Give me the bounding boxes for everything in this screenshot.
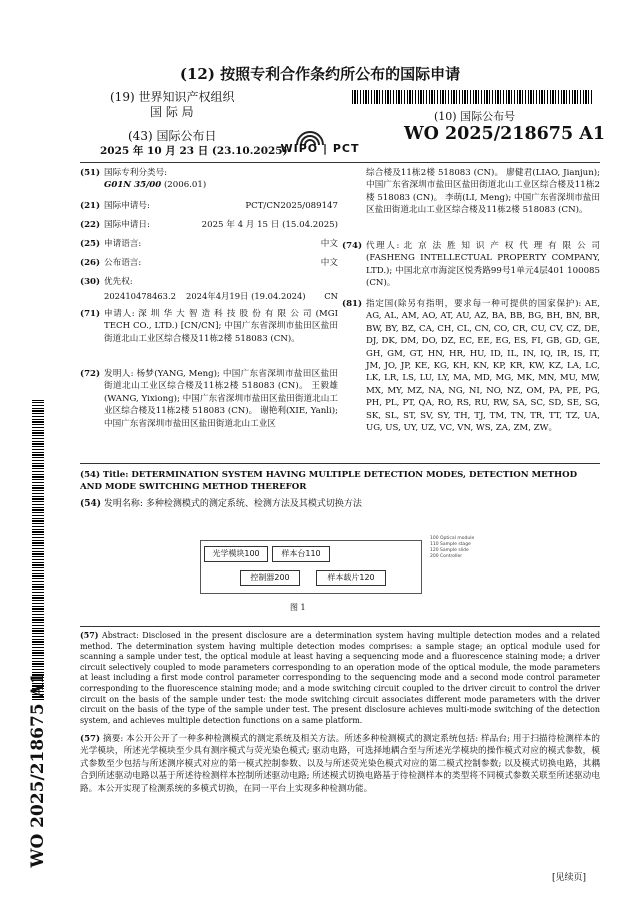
application-date: 2025 年 4 月 15 日 (15.04.2025) — [201, 220, 338, 230]
barcode — [352, 90, 592, 104]
field-body — [104, 219, 338, 231]
legend-item: 200 Controller — [430, 554, 463, 559]
field-number: (25) — [80, 239, 101, 249]
field-number: (30) — [80, 277, 101, 287]
field-body — [104, 276, 338, 288]
side-publication-number: WO 2025/218675 A1 — [28, 672, 48, 868]
field-number: (51) — [80, 168, 101, 178]
designated-states-text: 指定国(除另有指明，要求每一种可提供的国家保护): AE, AG, AL, AM, AO, AT, AU, AZ, BA, BB, BG, BH, BN, BR, BW, BY, BZ, CA, CH, CL, CN, CO, CR, CU, CV, CZ, DE, DJ, DK, DM, DO, DZ, EC, EE, EG, ES, FI, GB, GD, GE, GH, GM, GT, HN, HR, HU, ID, IL, IN, IQ, IR, IS, IT, JM, JO, JP, KE, KG, KH, KN, KP, KR, KW, KZ, LA, LC, LK, LR, LS, LU, LY, MA, MD, MG, MK, MN, MU, MW, MX, MY, MZ, NA, NG, NI, NO, NZ, OM, PA, PE, PG, PH, PL, PT, QA, RO, RS, RU, RW, SA, SC, SD, SE, SG, SK, SL, ST, SV, SY, TH, TJ, TM, TN, TR, TT, TZ, UA, UG, US, UY, UZ, VC, VN, WS, ZA, ZM, ZW。 — [366, 299, 600, 434]
abstract-english-text: Abstract: Disclosed in the present disclosure are a determination system having multiple detection modes and a related method. The determination system having multiple detection modes comprises: a sample stage; an optical module used for scanning a sample under test, the optical module at least having a sequencing mode and a fluorescence staining mode; a driver circuit selectively coupled to mode parameters corresponding to an operation mode of the optical module, the mode parameters at least including a first mode control parameter corresponding to the sequencing mode and a second mode control parameter corresponding to the fluorescence staining mode; and a mode switching circuit coupled to the driver circuit to control the driver circuit on the basis of the sample under test: the mode switching circuit associates different mode parameters with the driver circuit on the basis of the type of the sample under test. The present disclosure achieves multi-mode switching of the detection system, and achieves multiple detection functions on a same platform. — [80, 631, 600, 725]
field-number: (21) — [80, 201, 101, 211]
legend-item: 120 Sample slide — [430, 548, 469, 553]
field-body — [104, 167, 338, 192]
field-body — [104, 257, 338, 269]
field-number: (81) — [342, 299, 363, 309]
field-number: (57) — [80, 734, 101, 744]
abstract-english — [80, 631, 600, 726]
legend-item: 100 Optical module — [430, 536, 475, 541]
application-number: PCT/CN2025/089147 — [245, 201, 338, 211]
publication-language: 中文 — [320, 258, 338, 268]
applicant-text: 申请人: 深 圳 华 大 智 造 科 技 股 份 有 限 公 司 (MGI TECH CO., LTD.) [CN/CN]; 中国广东省深圳市盐田区盐田街道北山工业区综合楼及11栋2楼 518083 (CN)。 — [104, 309, 338, 344]
inventor-text: 发明人: 杨梦(YANG, Meng); 中国广东省深圳市盐田区盐田街道北山工业区综合楼及11栋2楼 518083 (CN)。 王毅雄(WANG, Yixiong); 中国广东省深圳市盐田区盐田街道北山工业区综合楼及11栋2楼 518083 (CN)。 谢艳利(XIE, Yanli); 中国广东省深圳市盐田区盐田街道北山工业区 — [104, 369, 338, 429]
agent-text: 代理人: 北 京 法 胜 知 识 产 权 代 理 有 限 公 司 (FASHENG INTELLECTUAL PROPERTY COMPANY, LTD.); 中国北京市海淀区悦秀路99号1单元4层401 100085 (CN)。 — [366, 241, 600, 289]
figure-caption: 图 1 — [290, 603, 306, 612]
field-number: (57) — [80, 631, 99, 640]
field-number: (54) — [80, 470, 101, 480]
field-label: 国际专利分类号: — [104, 168, 168, 178]
publication-date: 2025 年 10 月 23 日 (23.10.2025) — [100, 145, 288, 157]
organization-bureau: 国 际 局 — [150, 105, 194, 119]
inventor-continued-text: 综合楼及11栋2楼 518083 (CN)。 廖健君(LIAO, Jianjun); 中国广东省深圳市盐田区盐田街道北山工业区综合楼及11栋2楼 518083 (CN)。 李萌(LI, Meng); 中国广东省深圳市盐田区盐田街道北山工业区综合楼及11栋2楼 518083 (CN)。 — [366, 168, 600, 216]
field-label: 优先权: — [104, 277, 133, 287]
priority-date: 2024年4月19日 (19.04.2024) — [186, 291, 306, 301]
priority-entry — [104, 291, 338, 303]
field-number: (72) — [80, 369, 101, 379]
ipc-version: (2006.01) — [163, 180, 207, 191]
publication-number-label: (10) 国际公布号 — [434, 110, 516, 123]
box-sample-stage: 样本台110 — [272, 546, 330, 562]
header-divider — [80, 162, 600, 163]
figure-legend — [430, 536, 474, 560]
publication-date-label: (43) 国际公布日 — [128, 129, 217, 143]
ipc-code: G01N 35/00 — [104, 180, 162, 191]
figure-divider — [80, 626, 600, 627]
box-sample-slide: 样本载片120 — [316, 570, 386, 586]
field-number: (74) — [342, 241, 363, 251]
title-cn-block — [80, 498, 600, 510]
field-number: (71) — [80, 309, 101, 319]
field-label: 公布语言: — [104, 258, 142, 268]
field-number: (26) — [80, 258, 101, 268]
biblio-divider — [80, 463, 600, 464]
field-body — [104, 238, 338, 250]
field-label: 申请语言: — [104, 239, 142, 249]
document-title: (12) 按照专利合作条约所公布的国际申请 — [179, 65, 461, 83]
figure-1 — [190, 532, 600, 624]
title-chinese: 发明名称: 多种检测模式的测定系统、检测方法及其模式切换方法 — [103, 499, 362, 509]
field-number: (22) — [80, 220, 101, 230]
abstract-chinese-text: 摘要: 本公开公开了一种多种检测模式的测定系统及相关方法。所述多种检测模式的测定系统包括: 样品台; 用于扫描待检测样本的光学模块，所述光学模块至少具有测序模式与荧光染色模式; 驱动电路，可选择地耦合至与所述光学模块的操作模式对应的模式参数，模式参数至少包括与所述测序模式对应的第一模式控制参数、以及与所述荧光染色模式对应的第二模式控制参数; 以及模式切换电路，其耦合到所述驱动电路以基于所述待检测样本控制所述驱动电路; 所述模式切换电路基于待检测样本的类型将不同模式参数关联至所述驱动电路。本公开实现了检测系统的多模式切换，在同一平台上实现多种检测功能。 — [80, 734, 601, 794]
box-optical-module: 光学模块100 — [204, 546, 268, 562]
priority-country: CN — [324, 291, 338, 301]
legend-item: 110 Sample stage — [430, 542, 471, 547]
title-english: Title: DETERMINATION SYSTEM HAVING MULTIPLE DETECTION MODES, DETECTION METHOD AND MODE SWITCHING METHOD THEREFOR — [80, 470, 578, 492]
wipo-logo-text: WIPO | PCT — [280, 142, 360, 155]
abstract-chinese — [80, 733, 600, 795]
publication-number: WO 2025/218675 A1 — [404, 124, 605, 144]
organization-name: (19) 世界知识产权组织 — [110, 90, 235, 104]
box-controller: 控制器200 — [240, 570, 300, 586]
field-body — [104, 200, 338, 212]
field-label: 国际申请日: — [104, 220, 150, 230]
field-label: 国际申请号: — [104, 201, 150, 211]
continued-on-next-page: [见续页] — [552, 873, 587, 883]
side-barcode — [32, 400, 44, 700]
priority-number: 202410478463.2 — [104, 291, 176, 301]
field-number: (54) — [80, 499, 102, 509]
title-en-block — [80, 469, 600, 493]
filing-language: 中文 — [320, 239, 338, 249]
